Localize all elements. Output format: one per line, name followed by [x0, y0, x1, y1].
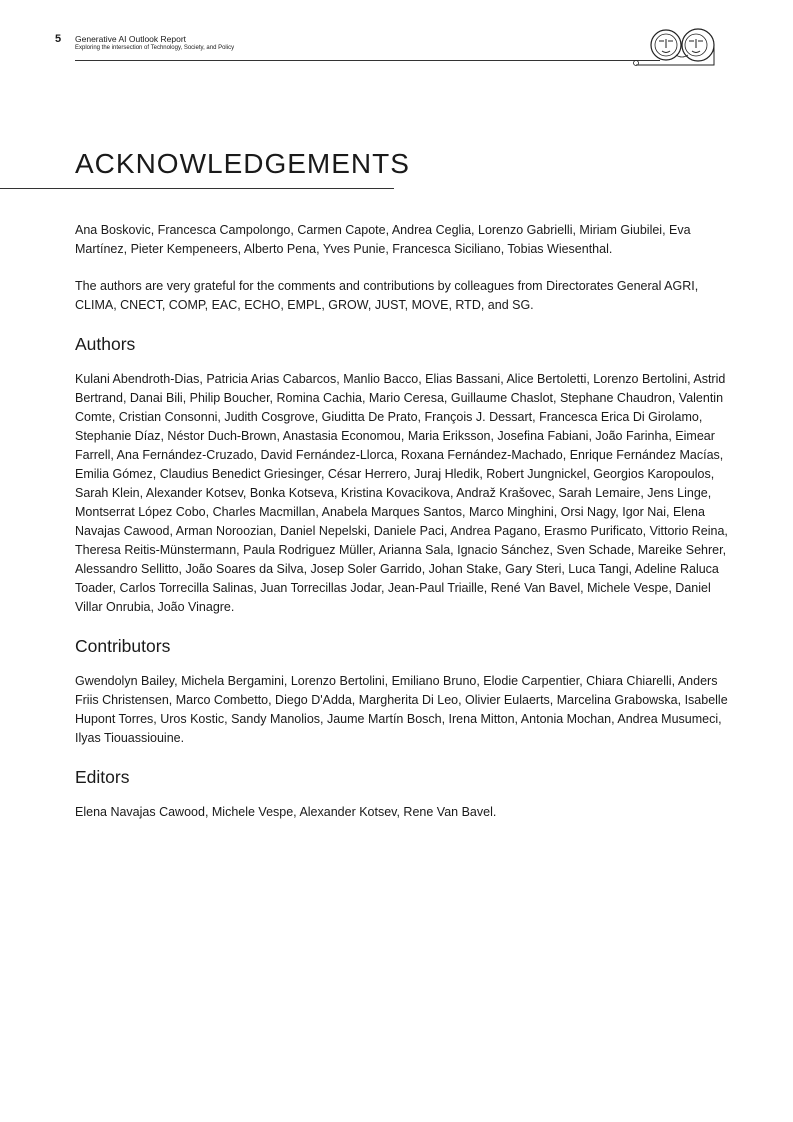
- report-title: Generative AI Outlook Report: [75, 34, 187, 44]
- report-subtitle: Exploring the intersection of Technology, Society, and Policy: [75, 45, 235, 51]
- header-divider: [75, 60, 660, 61]
- contributors-heading: Contributors: [75, 636, 171, 656]
- acknowledgements-body: [75, 221, 730, 822]
- contributors-list: Gwendolyn Bailey, Michela Bergamini, Lorenzo Bertolini, Emiliano Bruno, Elodie Carpentier, Chiara Chiarelli, Anders Friis Christensen, Marco Combetto, Diego D'Adda, Margherita Di Leo, Olivier Eulaerts, Marcelina Grabowska, Isabelle Hupont Torres, Uros Kostic, Sandy Manolios, Jaume Martín Bosch, Irena Mitton, Antonia Mochan, Andrea Musumeci, Ilyas Tiouassiouine.: [75, 674, 728, 745]
- authors-heading: Authors: [75, 334, 136, 354]
- editors-heading: Editors: [75, 767, 130, 787]
- page-title: ACKNOWLEDGEMENTS: [75, 148, 410, 179]
- title-underline: [0, 188, 394, 189]
- running-header: [55, 33, 718, 69]
- page-number: 5: [55, 33, 62, 45]
- two-faces-logo-icon: [632, 25, 722, 69]
- acknowledged-names: Ana Boskovic, Francesca Campolongo, Carmen Capote, Andrea Ceglia, Lorenzo Gabrielli, Miriam Giubilei, Eva Martínez, Pieter Kempeneers, Alberto Pena, Yves Punie, Francesca Siciliano, Tobias Wiesenthal.: [75, 223, 691, 256]
- gratitude-statement: The authors are very grateful for the comments and contributions by colleagues from Directorates General AGRI, CLIMA, CNECT, COMP, EAC, ECHO, EMPL, GROW, JUST, MOVE, RTD, and SG.: [75, 279, 699, 312]
- editors-list: Elena Navajas Cawood, Michele Vespe, Alexander Kotsev, Rene Van Bavel.: [75, 805, 497, 819]
- authors-list: Kulani Abendroth-Dias, Patricia Arias Cabarcos, Manlio Bacco, Elias Bassani, Alice Bertoletti, Lorenzo Bertolini, Astrid Bertrand, Danai Bili, Philip Boucher, Romina Cachia, Mario Ceresa, Guillaume Chaslot, Stephane Chaudron, Valentin Comte, Cristian Consonni, Judith Cosgrove, Giuditta De Prato, François J. Dessart, Francesca Erica Di Girolamo, Stephanie Díaz, Néstor Duch-Brown, Anastasia Economou, Maria Eriksson, Josefina Fabiani, João Farinha, Eimear Farrell, Ana Fernández-Cruzado, David Fernández-Llorca, Roxana Fernández-Machado, Enrique Fernández Macías, Emilia Gómez, Claudius Benedict Griesinger, César Herrero, Juraj Hledik, Robert Jungnickel, Georgios Karopoulos, Sarah Klein, Alexander Kotsev, Bonka Kotseva, Kristina Kovacikova, Andraž Krašovec, Sarah Lemaire, Jens Linge, Montserrat López Cobo, Charles Macmillan, Anabela Marques Santos, Marco Minghini, Orsi Nagy, Igor Nai, Elena Navajas Cawood, Arman Noroozian, Daniel Nepelski, Daniele Paci, Andrea Pagano, Erasmo Purificato, Vittorio Reina, Theresa Reitis-Münstermann, Paula Rodriguez Müller, Arianna Sala, Ignacio Sánchez, Sven Schade, Mareike Sehrer, Alessandro Sellitto, João Soares da Silva, Josep Soler Garrido, Johan Stake, Gary Steri, Luca Tangi, Adeline Raluca Toader, Carlos Torrecilla Salinas, Juan Torrecillas Jodar, Jean-Paul Triaille, René Van Bavel, Michele Vespe, Daniel Villar Onrubia, João Vinagre.: [75, 372, 728, 614]
